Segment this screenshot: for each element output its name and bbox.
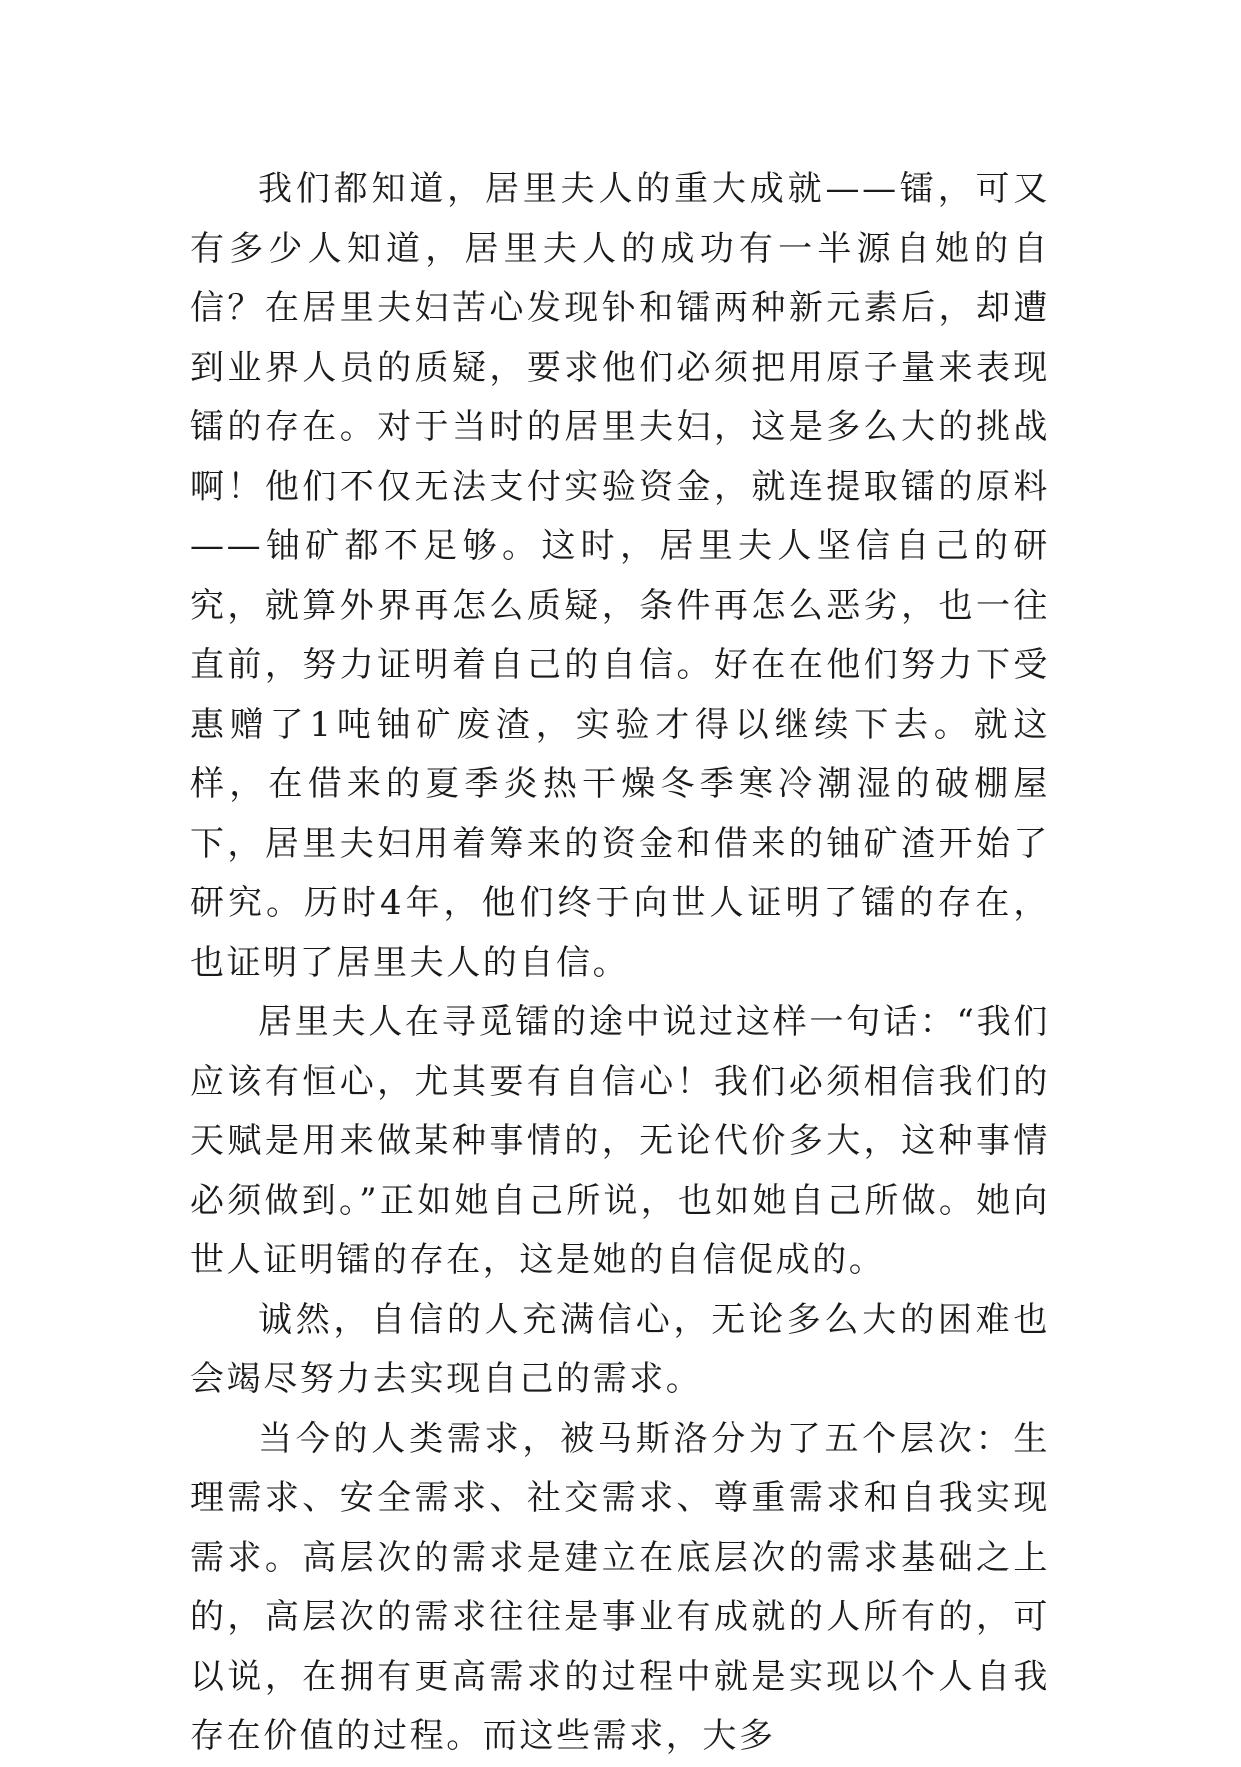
paragraph-1: 我们都知道，居里夫人的重大成就——镭，可又有多少人知道，居里夫人的成功有一半源自她的自信？在居里夫妇苦心发现钋和镭两种新元素后，却遭到业界人员的质疑，要求他们必须把用原子量来表现镭的存在。对于当时的居里夫妇，这是多么大的挑战啊！他们不仅无法支付实验资金，就连提取镭的原料——铀矿都不足够。这时，居里夫人坚信自己的研究，就算外界再怎么质疑，条件再怎么恶劣，也一往直前，努力证明着自己的自信。好在在他们努力下受惠赠了1吨铀矿废渣，实验才得以继续下去。就这样，在借来的夏季炎热干燥冬季寒冷潮湿的破棚屋下，居里夫妇用着筹来的资金和借来的铀矿渣开始了研究。历时4年，他们终于向世人证明了镭的存在，也证明了居里夫人的自信。: [190, 169, 1050, 983]
paragraph-3: 诚然，自信的人充满信心，无论多么大的困难也会竭尽努力去实现自己的需求。: [190, 1299, 1050, 1399]
paragraph-4: 当今的人类需求，被马斯洛分为了五个层次：生理需求、安全需求、社交需求、尊重需求和自我实现需求。高层次的需求是建立在底层次的需求基础之上的，高层次的需求往往是事业有成就的人所有的，可以说，在拥有更高需求的过程中就是实现以个人自我存在价值的过程。而这些需求，大多: [190, 1418, 1050, 1756]
paragraph-2: 居里夫人在寻觅镭的途中说过这样一句话：“我们应该有恒心，尤其要有自信心！我们必须相信我们的天赋是用来做某种事情的，无论代价多大，这种事情必须做到。”正如她自己所说，也如她自己所做。她向世人证明镭的存在，这是她的自信促成的。: [190, 1002, 1050, 1280]
body-text: [190, 160, 1050, 1767]
